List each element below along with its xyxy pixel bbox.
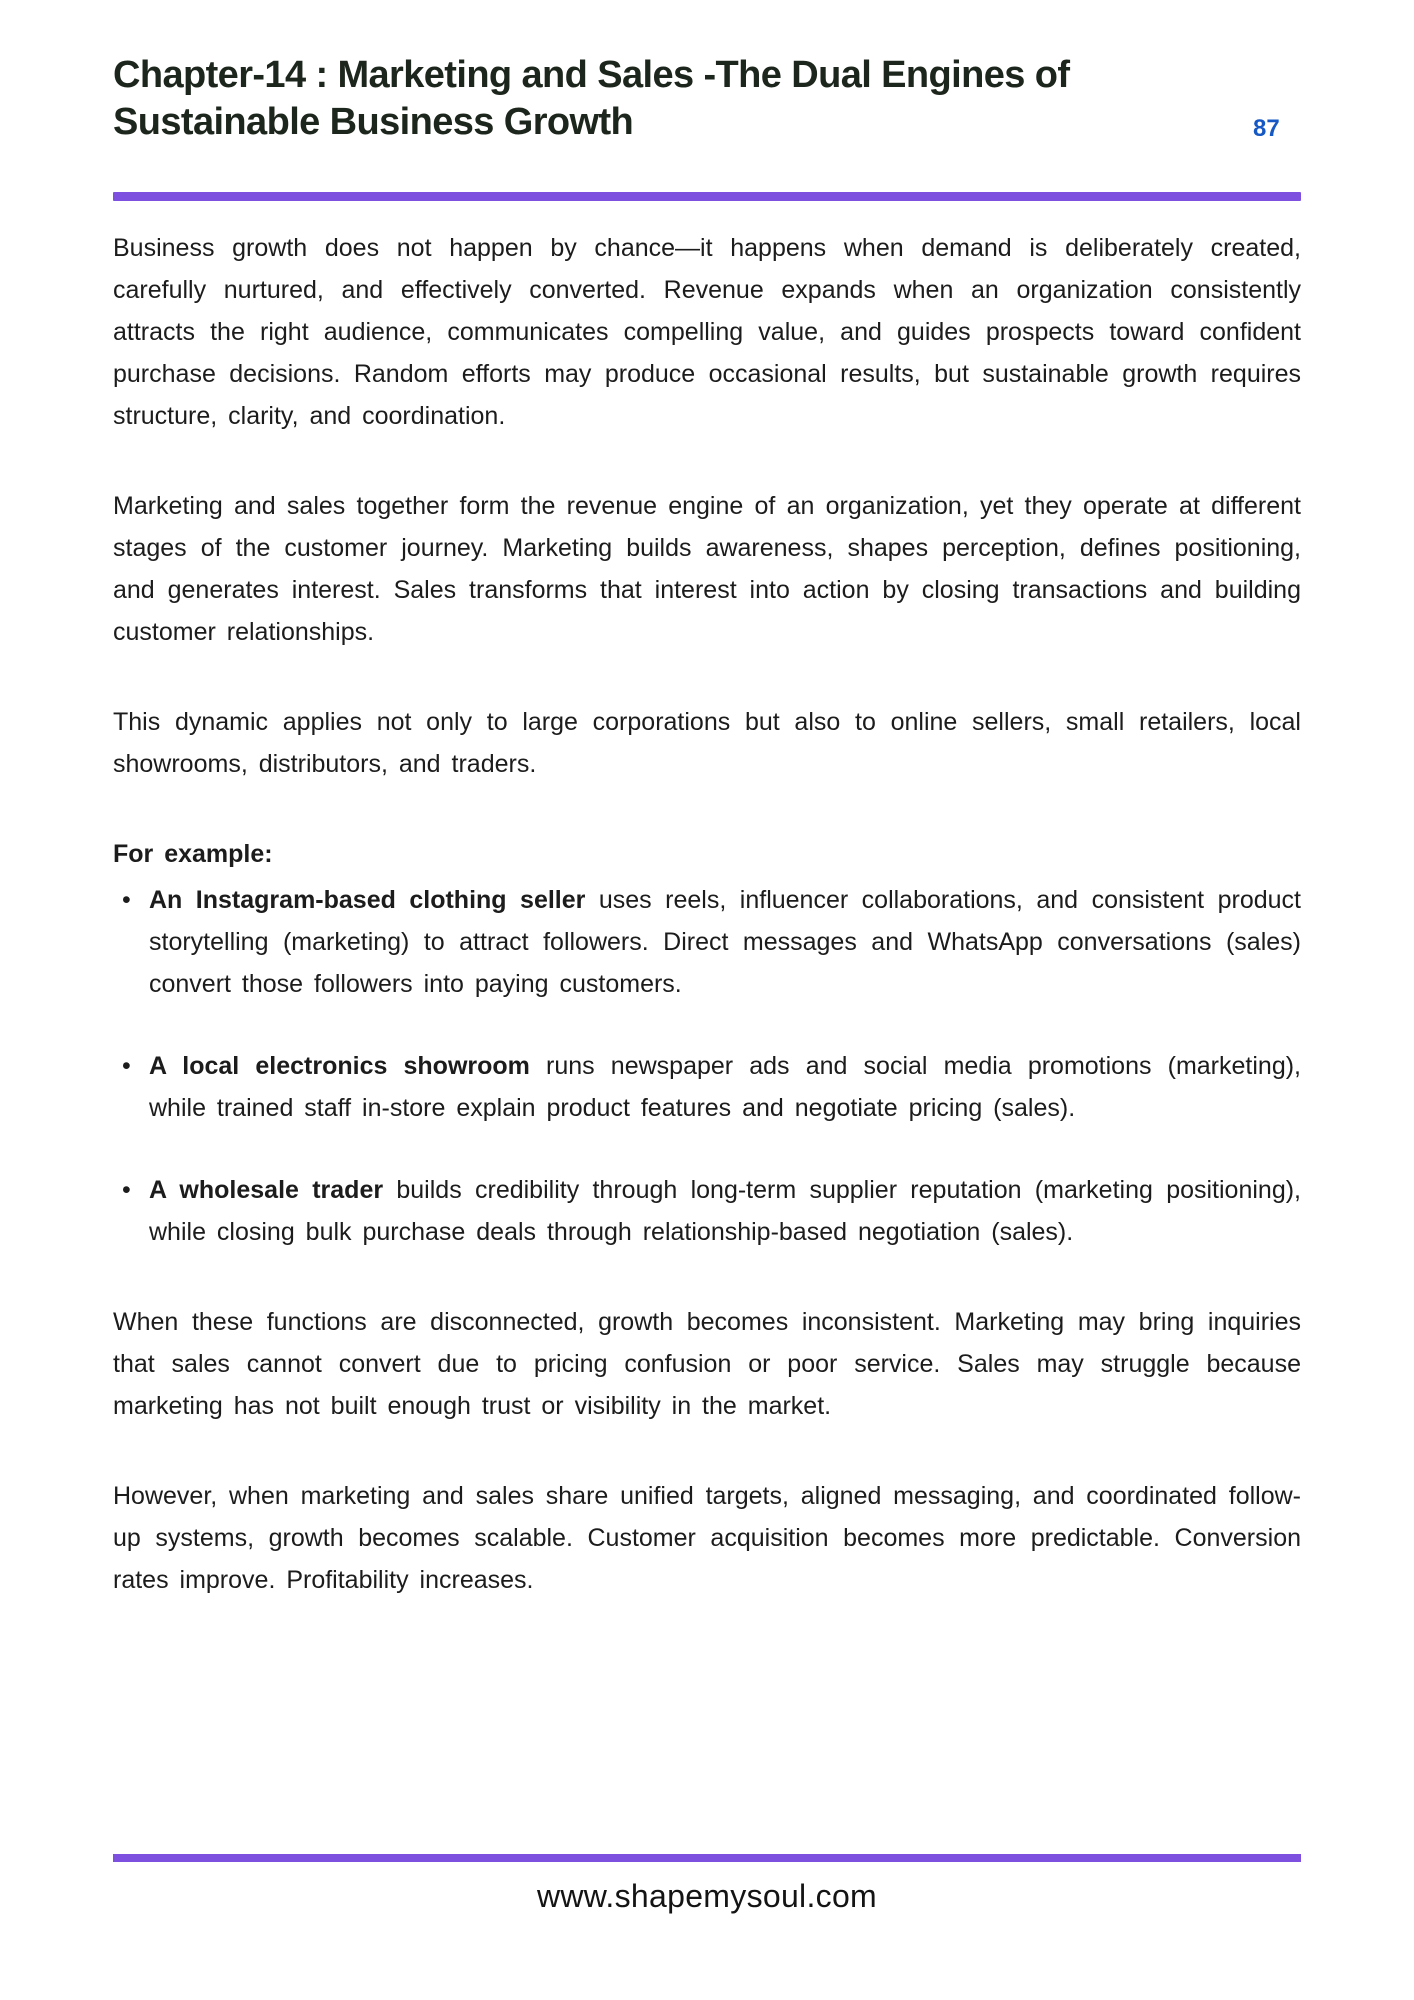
footer-divider bbox=[113, 1854, 1301, 1862]
page-header bbox=[113, 0, 1301, 146]
list-item-lead: A wholesale trader bbox=[149, 1176, 384, 1205]
bullet-icon: • bbox=[122, 1176, 131, 1205]
list-item-text: builds credibility through long-term supplier reputation (marketing positioning), while closing bulk purchase deals through relationship-based negotiation (sales). bbox=[149, 1176, 1301, 1247]
list-item-lead: An Instagram-based clothing seller bbox=[149, 886, 586, 915]
chapter-title: Chapter-14 : Marketing and Sales -The Dual Engines of Sustainable Business Growth bbox=[113, 54, 1070, 144]
list-item bbox=[113, 1045, 1301, 1129]
list-item-text: uses reels, influencer collaborations, and consistent product storytelling (marketing) to attract followers. Direct messages and WhatsApp conversations (sales) convert those followers into paying customers. bbox=[149, 886, 1301, 999]
list-item-text: runs newspaper ads and social media promotions (marketing), while trained staff in-store explain product features and negotiate pricing (sales). bbox=[149, 1052, 1301, 1123]
page-footer bbox=[113, 1854, 1301, 1915]
body-text bbox=[113, 227, 1301, 1601]
example-heading: For example: bbox=[113, 840, 273, 869]
header-divider bbox=[113, 192, 1301, 201]
list-item bbox=[113, 1169, 1301, 1253]
bullet-icon: • bbox=[122, 1052, 131, 1081]
example-list bbox=[113, 879, 1301, 1253]
bullet-icon: • bbox=[122, 886, 131, 915]
page-number: 87 bbox=[1253, 115, 1280, 143]
paragraph-disconnected: When these functions are disconnected, growth becomes inconsistent. Marketing may bring inquiries that sales cannot convert due to pricing confusion or poor service. Sales may struggle because marketing has not built enough trust or visibility in the market. bbox=[113, 1308, 1301, 1421]
paragraph-intro: Business growth does not happen by chance—it happens when demand is deliberately created, carefully nurtured, and effectively converted. Revenue expands when an organization consistently attracts the right audience, communicates compelling value, and guides prospects toward confident purchase decisions. Random efforts may produce occasional results, but sustainable growth requires structure, clarity, and coordination. bbox=[113, 234, 1301, 431]
paragraph-dynamic: This dynamic applies not only to large corporations but also to online sellers, small retailers, local showrooms, distributors, and traders. bbox=[113, 708, 1301, 779]
list-item-lead: A local electronics showroom bbox=[149, 1052, 530, 1081]
paragraph-unified: However, when marketing and sales share unified targets, aligned messaging, and coordinated follow-up systems, growth becomes scalable. Customer acquisition becomes more predictable. Conversion rates improve. Profitability increases. bbox=[113, 1482, 1301, 1595]
website-url[interactable]: www.shapemysoul.com bbox=[536, 1878, 878, 1914]
list-item bbox=[113, 879, 1301, 1005]
paragraph-revenue-engine: Marketing and sales together form the revenue engine of an organization, yet they operate at different stages of the customer journey. Marketing builds awareness, shapes perception, defines positioning, and generates interest. Sales transforms that interest into action by closing transactions and building customer relationships. bbox=[113, 492, 1301, 647]
